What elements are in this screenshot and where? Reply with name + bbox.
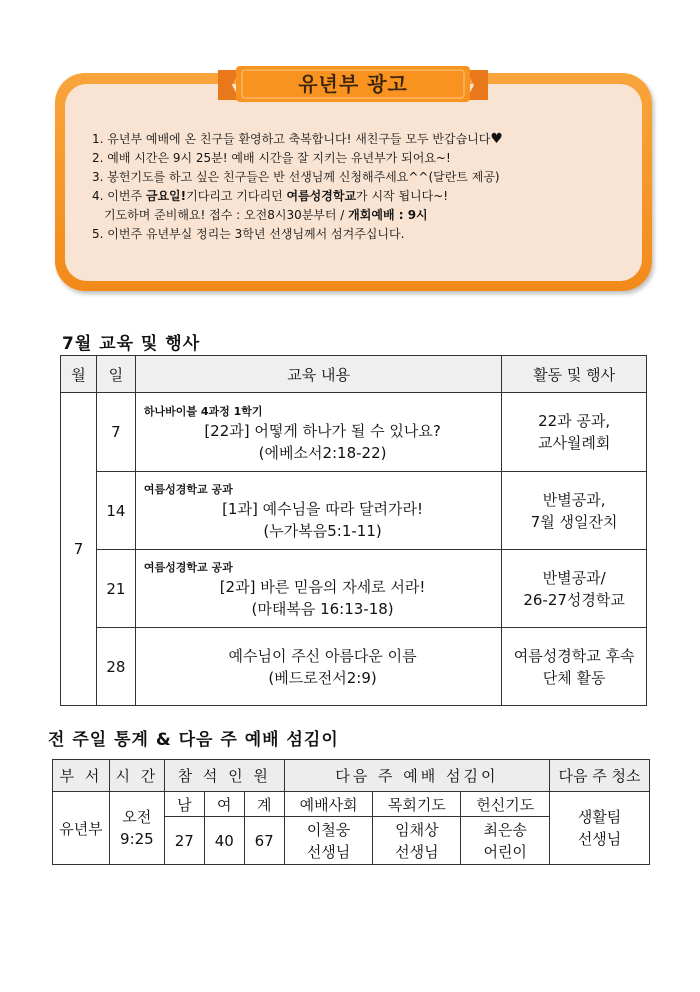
table-row: [61, 393, 647, 472]
sub-female: 여: [204, 792, 244, 817]
notice-text: 2. 예배 시간은 9시 25분! 예배 시간을 잘 지키는 유년부가 되어요~!: [92, 151, 451, 165]
time-cell: [109, 792, 164, 865]
month-cell: 7: [61, 393, 97, 706]
notice-item: [92, 130, 652, 149]
schedule-title: 7월 교육 및 행사: [62, 334, 201, 354]
time-line: 9:25: [120, 830, 154, 848]
stats-table: [52, 759, 650, 865]
day-cell: 14: [96, 472, 135, 550]
lesson-cell: [135, 628, 501, 706]
header-attendance: 참 석 인 원: [164, 760, 284, 792]
notice-text: 3. 봉헌기도를 하고 싶은 친구들은 반 선생님께 신청해주세요^^(달란트 제공): [92, 170, 500, 184]
prayer-line: 임채상: [395, 820, 439, 839]
notice-text: 여름성경학교: [286, 189, 357, 203]
header-activity: 활동 및 행사: [502, 356, 647, 393]
day-cell: 28: [96, 628, 135, 706]
cleaning-line: 생활팀: [577, 808, 622, 826]
notice-text: 개회예배 : 9시: [348, 208, 428, 222]
activity-line: 22과 공과,: [538, 412, 611, 430]
cleaning-line: 선생님: [577, 830, 622, 848]
notice-text: 기다리고 기다리던: [186, 189, 287, 203]
lesson-reference: (베드로전서2:9): [268, 668, 377, 687]
notice-item: [92, 149, 652, 168]
lesson-cell: [135, 472, 501, 550]
lesson-cell: [135, 393, 501, 472]
lesson-title: [22과] 어떻게 하나가 될 수 있나요?: [204, 421, 441, 440]
time-line: 오전: [122, 808, 152, 826]
lesson-reference: (마태복음 16:13-18): [251, 600, 394, 618]
stats-subheader-row: [53, 792, 650, 817]
day-cell: 7: [96, 393, 135, 472]
activity-cell: [502, 393, 647, 472]
lesson-label: 여름성경학교 공과: [143, 561, 233, 574]
table-row: [61, 472, 647, 550]
lesson-title: [2과] 바른 믿음의 자세로 서라!: [219, 578, 426, 596]
male-count: 27: [164, 817, 204, 865]
notice-text: 1. 유년부 예배에 온 친구들 환영하고 축복합니다! 새친구들 모두 반갑습니다: [92, 132, 491, 146]
sub-male: 남: [164, 792, 204, 817]
dept-cell: 유년부: [53, 792, 110, 865]
activity-line: 반별공과,: [542, 490, 606, 509]
sub-total: 계: [244, 792, 284, 817]
leader-cell: [284, 817, 373, 865]
notice-text: 5. 이번주 유년부실 정리는 3학년 선생님께서 섬겨주십니다.: [92, 227, 405, 241]
notice-item: [92, 206, 652, 225]
lesson-cell: [135, 550, 501, 628]
activity-line: 7월 생일잔치: [530, 512, 618, 531]
lesson-title: 예수님이 주신 아름다운 이름: [228, 646, 417, 665]
header-day: 일: [96, 356, 135, 393]
activity-line: 교사월례회: [537, 434, 611, 452]
leader-line: 선생님: [306, 842, 351, 861]
notice-item: [92, 225, 652, 244]
stats-header-row: [53, 760, 650, 792]
header-cleaning: 다음 주 청소: [550, 760, 650, 792]
activity-cell: [502, 472, 647, 550]
activity-line: 단체 활동: [542, 668, 606, 687]
notice-text: 4. 이번주: [92, 189, 146, 203]
header-time: 시 간: [109, 760, 164, 792]
stats-title: 전 주일 통계 & 다음 주 예배 섬김이: [48, 730, 339, 750]
activity-cell: [502, 628, 647, 706]
sub-prayer: 목회기도: [373, 792, 461, 817]
activity-line: 반별공과/: [542, 568, 606, 587]
header-servers: 다음 주 예배 섬김이: [284, 760, 549, 792]
offering-line: 어린이: [483, 842, 527, 861]
schedule-table: [60, 355, 647, 706]
lesson-reference: (에베소서2:18-22): [258, 443, 387, 462]
prayer-line: 선생님: [395, 842, 439, 861]
activity-cell: [502, 550, 647, 628]
leader-line: 이철웅: [306, 820, 351, 839]
lesson-reference: (누가복음5:1-11): [263, 522, 382, 540]
notice-text: 금요일!: [145, 189, 187, 203]
notice-text: 기도하며 준비해요! 접수 : 오전8시30분부터 /: [104, 208, 349, 222]
header-month: 월: [61, 356, 97, 393]
table-row: [61, 628, 647, 706]
schedule-header-row: [61, 356, 647, 393]
sub-leader: 예배사회: [284, 792, 373, 817]
notice-text: 가 시작 됩니다~!: [356, 189, 449, 203]
notice-title: 유년부 광고: [298, 72, 408, 96]
day-cell: 21: [96, 550, 135, 628]
female-count: 40: [204, 817, 244, 865]
prayer-cell: [373, 817, 461, 865]
header-content: 교육 내용: [135, 356, 501, 393]
offering-cell: [461, 817, 550, 865]
heart-icon: ♥: [490, 131, 503, 147]
notice-item: [92, 168, 652, 187]
lesson-label: 여름성경학교 공과: [143, 483, 233, 496]
table-row: [61, 550, 647, 628]
total-count: 67: [244, 817, 284, 865]
lesson-title: [1과] 예수님을 따라 달려가라!: [222, 500, 424, 518]
lesson-label: 하나바이블 4과정 1학기: [143, 404, 263, 418]
notice-item: [92, 187, 652, 206]
header-dept: 부 서: [53, 760, 110, 792]
offering-line: 최은송: [483, 820, 527, 839]
activity-line: 여름성경학교 후속: [513, 646, 635, 665]
notice-list: [92, 130, 652, 244]
activity-line: 26-27성경학교: [523, 590, 625, 609]
cleaning-cell: [550, 792, 650, 865]
sub-offering: 헌신기도: [461, 792, 550, 817]
